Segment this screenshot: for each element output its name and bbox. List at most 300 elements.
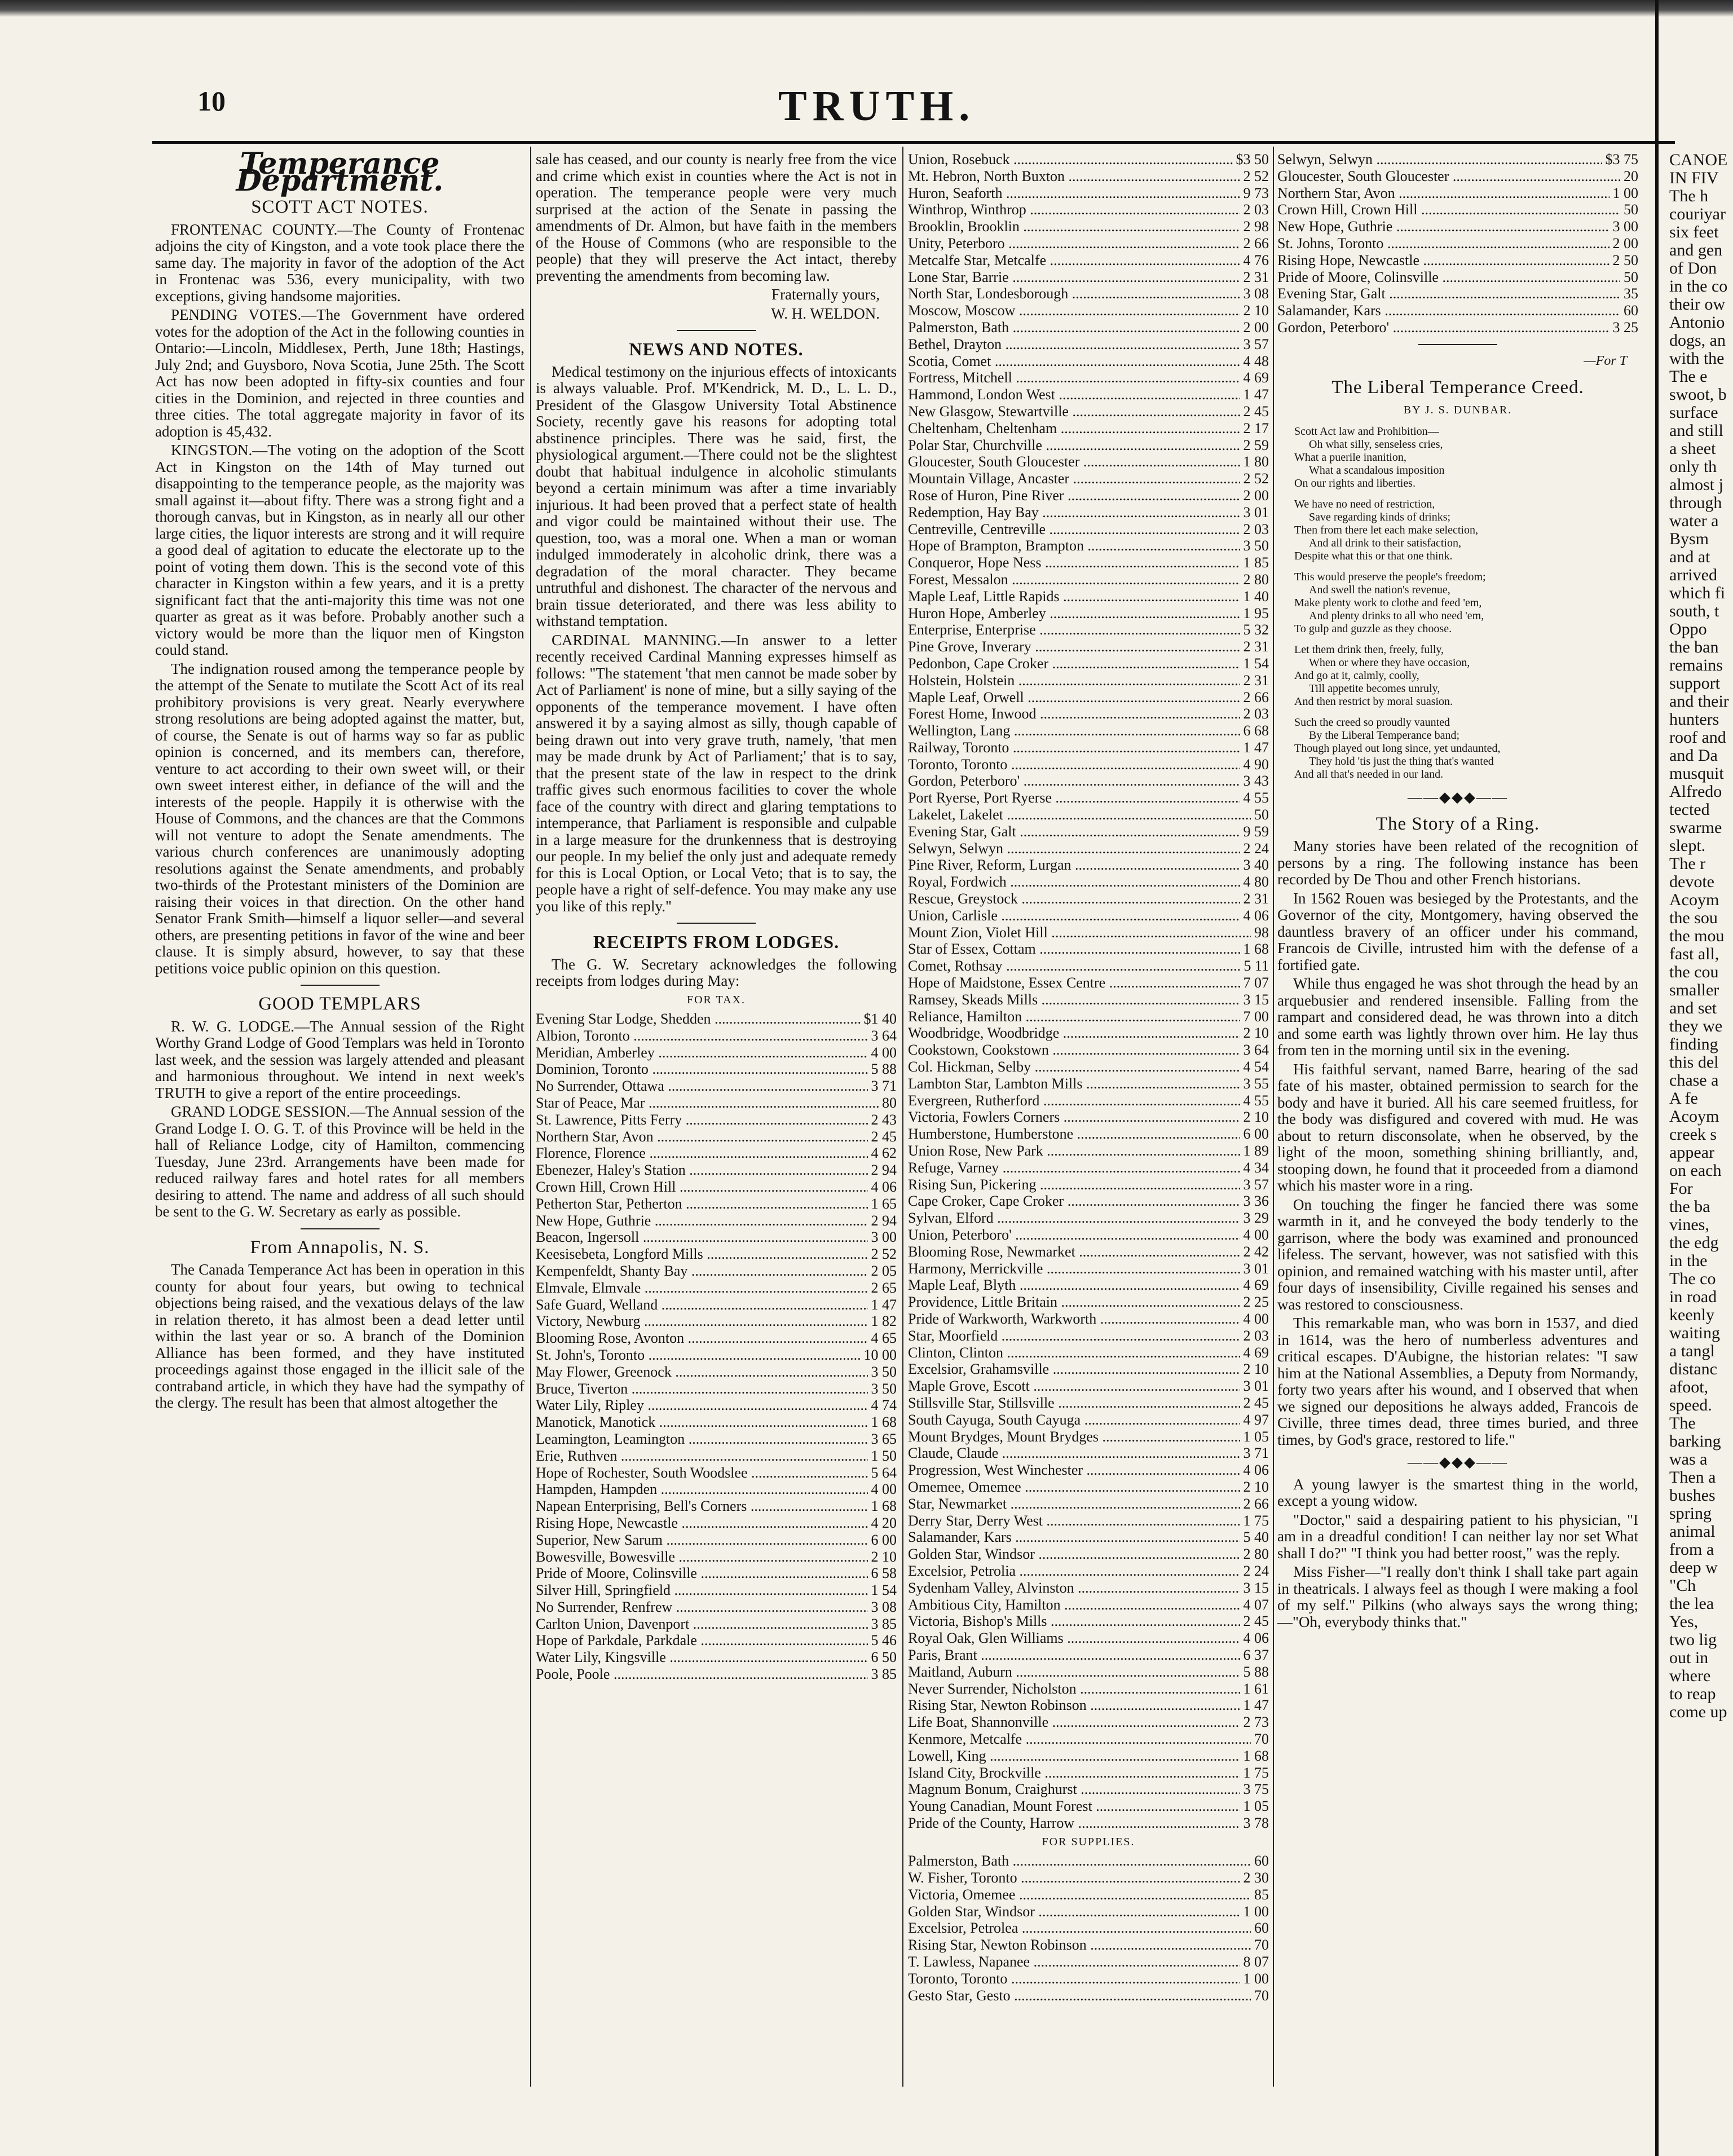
receipt-amount: 1 47 <box>871 1296 897 1313</box>
receipt-amount: 3 65 <box>871 1430 897 1447</box>
receipt-amount: 1 00 <box>1612 184 1638 201</box>
section-title-receipts: RECEIPTS FROM LODGES. <box>593 932 840 952</box>
lodge-name: Humberstone, Humberstone ..... <box>908 1126 1240 1143</box>
lodge-name: Union, Peterboro' ..... <box>908 1227 1240 1244</box>
lodge-name: New Hope, Guthrie ..... <box>1277 218 1609 235</box>
receipt-amount: 3 55 <box>1243 1075 1269 1092</box>
receipt-amount: 1 61 <box>1243 1680 1269 1697</box>
lodge-name: Clinton, Clinton ..... <box>908 1344 1240 1361</box>
receipt-row <box>536 1280 897 1297</box>
poem-line: And all that's needed in our land. <box>1294 768 1444 781</box>
lodge-name: Evening Star, Galt ..... <box>1277 285 1620 302</box>
lodge-name: Golden Star, Windsor ..... <box>908 1546 1240 1563</box>
receipt-row <box>908 941 1269 958</box>
text-fragment: tected <box>1669 800 1710 819</box>
text-fragment: couriyar <box>1669 205 1726 223</box>
text-fragment: almost j <box>1669 475 1723 494</box>
receipt-row <box>908 756 1269 773</box>
lodge-name: Water Lily, Kingsville ..... <box>536 1649 868 1666</box>
receipt-amount: 1 80 <box>1243 453 1269 470</box>
receipt-row <box>536 1397 897 1414</box>
receipt-amount: 85 <box>1254 1886 1269 1903</box>
receipt-row <box>536 1028 897 1044</box>
receipt-amount: 35 <box>1624 285 1638 302</box>
receipt-row <box>908 1580 1269 1597</box>
receipt-amount: 2 31 <box>1243 638 1269 655</box>
receipt-row <box>536 1044 897 1061</box>
receipt-row <box>1277 302 1638 319</box>
receipt-amount: 2 45 <box>1243 1394 1269 1411</box>
lodge-name: Lone Star, Barrie ..... <box>908 269 1240 286</box>
receipt-amount: 50 <box>1624 268 1638 285</box>
poem-line: Let them drink then, freely, fully, <box>1294 643 1444 656</box>
receipt-amount: 1 89 <box>1243 1143 1269 1159</box>
receipt-row <box>908 857 1269 874</box>
receipt-amount: 1 05 <box>1243 1428 1269 1445</box>
receipt-row <box>908 1210 1269 1227</box>
text-fragment: arrived <box>1669 566 1717 584</box>
receipt-row <box>1277 319 1638 336</box>
receipt-row <box>536 1061 897 1078</box>
text-fragment: A fe <box>1669 1089 1698 1108</box>
lodge-name: Star, Moorfield ..... <box>908 1328 1240 1344</box>
lodge-name: Lambton Star, Lambton Mills ..... <box>908 1075 1240 1092</box>
supplies-list <box>908 1853 1269 2004</box>
page-number: 10 <box>197 85 226 117</box>
lodge-name: Cape Croker, Cape Croker ..... <box>908 1193 1240 1210</box>
text-fragment: this del <box>1669 1053 1719 1072</box>
lodge-name: Cheltenham, Cheltenham ..... <box>908 420 1240 437</box>
receipt-row <box>536 1213 897 1229</box>
lodge-name: New Glasgow, Stewartville ..... <box>908 403 1240 420</box>
receipt-row <box>908 269 1269 286</box>
lodge-name: Maple Grove, Escott ..... <box>908 1378 1240 1395</box>
lodge-name: No Surrender, Ottawa ..... <box>536 1078 868 1095</box>
receipt-amount: 5 11 <box>1243 958 1269 975</box>
receipt-amount: 2 10 <box>1243 1109 1269 1126</box>
poem-line: Make plenty work to clothe and feed 'em, <box>1294 597 1482 610</box>
article-paragraph: The indignation roused among the temperance people by the attempt of the Senate to mutilate the Scott Act of its real prohibitory provisions is very great. Nearly everywhere strong resolutions are being adopted against the matter, but, of course, the Senate is out of harms way so far as public opinion is concerned, and its members can, therefore, venture to act according to their own sweet will, or their own sweet interest either, in defiance of the will and the interests of the people. Happily it is otherwise with the House of Commons, and the chances are that the Commons will not venture to adopt the Senate amendments. The various church conferences are unanimously adopting resolutions against the Senate amendments, and probably two-thirds of the Protestant ministers of the Dominion are raising their voices in that direction. On the other hand Senator Frank Smith—himself a liquor seller—and several others, are presenting petitions in favor of the wine and beer clause. It is simply absurd, however, to say that these petitions voice public opinion on this question. <box>155 660 524 977</box>
receipt-row <box>908 1159 1269 1176</box>
column-divider <box>530 147 531 2087</box>
receipt-amount: 1 68 <box>871 1414 897 1431</box>
receipt-row <box>908 1109 1269 1126</box>
receipt-amount: 3 85 <box>871 1615 897 1632</box>
text-fragment: "Ch <box>1669 1576 1696 1595</box>
lodge-name: Selwyn, Selwyn ..... <box>908 840 1240 857</box>
text-fragment: two lig <box>1669 1630 1717 1649</box>
receipt-amount: 4 06 <box>1243 1462 1269 1479</box>
section-title-good-templars: GOOD TEMPLARS <box>258 994 421 1014</box>
lodge-name: Rising Sun, Pickering ..... <box>908 1176 1240 1193</box>
receipt-amount: 3 71 <box>871 1078 897 1095</box>
receipt-amount: 3 50 <box>1243 537 1269 554</box>
lodge-name: Rising Star, Newton Robinson ..... <box>908 1937 1251 1954</box>
receipt-row <box>536 1313 897 1330</box>
poem-stanza <box>1277 425 1638 490</box>
receipt-row <box>536 1128 897 1145</box>
lodge-name: Erie, Ruthven ..... <box>536 1448 868 1465</box>
receipt-row <box>908 689 1269 706</box>
text-fragment: the ban <box>1669 638 1719 656</box>
lodge-name: Poole, Poole ..... <box>536 1666 868 1683</box>
receipt-row <box>908 1025 1269 1042</box>
receipt-amount: 4 48 <box>1243 352 1269 369</box>
receipt-row <box>908 1647 1269 1664</box>
receipt-amount: 60 <box>1254 1920 1269 1937</box>
receipt-row <box>908 1412 1269 1428</box>
receipt-amount: 2 66 <box>1243 1495 1269 1512</box>
lodge-name: Evening Star Lodge, Shedden ..... <box>536 1011 861 1028</box>
column-divider <box>1273 147 1274 2087</box>
receipt-amount: 70 <box>1254 1730 1269 1747</box>
receipt-row <box>1277 235 1638 252</box>
text-fragment: and set <box>1669 999 1717 1017</box>
section-title-creed: The Liberal Temperance Creed. <box>1331 377 1584 398</box>
lodge-name: Keesisebeta, Longford Mills ..... <box>536 1246 868 1263</box>
text-fragment: For <box>1669 1179 1693 1198</box>
article-paragraph: PENDING VOTES.—The Government have ordered votes for the adoption of the Act in the following counties in Ontario:—Lincoln, Middlesex, Perth, June 18th; Hastings, July 2nd; and Guysboro, Nova Scotia, June 25th. The Scott Act has now been adopted in fifty-six counties and four cities in the Dominion, and rejected in three counties and three cities. The total aggregate majority in favor of its adoption is 45,432. <box>155 306 524 440</box>
receipt-row <box>536 1666 897 1683</box>
lodge-name: Maple Leaf, Blyth ..... <box>908 1277 1240 1294</box>
receipt-amount: 4 00 <box>1243 1227 1269 1243</box>
receipt-amount: 2 66 <box>1243 235 1269 252</box>
receipt-row <box>1277 201 1638 218</box>
lodge-name: Albion, Toronto ..... <box>536 1028 868 1044</box>
lodge-name: Selwyn, Selwyn ..... <box>1277 151 1602 168</box>
receipt-amount: 4 55 <box>1243 790 1269 806</box>
receipt-amount: 60 <box>1254 1853 1269 1870</box>
scott-act-article <box>155 222 524 977</box>
column-partial-right <box>1669 151 1733 2086</box>
receipt-amount: 2 24 <box>1243 1562 1269 1579</box>
lodge-name: Superior, New Sarum ..... <box>536 1532 868 1549</box>
lodge-name: Northern Star, Avon ..... <box>536 1128 868 1145</box>
receipt-row <box>536 1532 897 1549</box>
lodge-name: Fortress, Mitchell ..... <box>908 369 1240 386</box>
receipt-amount: 1 00 <box>1243 1903 1269 1920</box>
receipt-amount: 4 34 <box>1243 1159 1269 1176</box>
lodge-name: Royal, Fordwich ..... <box>908 874 1240 890</box>
lodge-name: Maple Leaf, Little Rapids ..... <box>908 588 1240 605</box>
text-fragment: swoot, b <box>1669 385 1727 404</box>
lodge-name: T. Lawless, Napanee ..... <box>908 1954 1240 1970</box>
lodge-name: Carlton Union, Davenport ..... <box>536 1616 868 1633</box>
receipt-amount: 2 10 <box>871 1548 897 1565</box>
receipt-amount: 4 07 <box>1243 1596 1269 1613</box>
poem-line: Oh what silly, senseless cries, <box>1309 438 1443 451</box>
text-fragment: afoot, <box>1669 1378 1709 1396</box>
text-fragment: keenly <box>1669 1306 1714 1324</box>
receipt-amount: 4 76 <box>1243 252 1269 268</box>
receipt-row <box>908 1126 1269 1143</box>
receipt-row <box>908 1987 1269 2004</box>
column-news <box>536 151 897 2086</box>
receipt-row <box>908 1731 1269 1748</box>
lodge-name: Leamington, Leamington ..... <box>536 1431 868 1448</box>
receipt-amount: 4 54 <box>1243 1059 1269 1075</box>
receipt-row <box>536 1246 897 1263</box>
text-fragment: in the co <box>1669 277 1728 296</box>
receipt-amount: 3 15 <box>1243 1579 1269 1596</box>
lodge-name: Scotia, Comet ..... <box>908 353 1240 370</box>
lodge-name: Col. Hickman, Selby ..... <box>908 1059 1240 1075</box>
lodge-name: Enterprise, Enterprise ..... <box>908 621 1240 638</box>
receipt-row <box>908 1613 1269 1630</box>
text-fragment: vines, <box>1669 1215 1709 1234</box>
receipt-row <box>536 1145 897 1162</box>
receipt-amount: 4 20 <box>871 1514 897 1531</box>
receipt-row <box>536 1582 897 1599</box>
lodge-name: Victoria, Fowlers Corners ..... <box>908 1109 1240 1126</box>
text-fragment: dogs, an <box>1669 331 1726 350</box>
receipt-row <box>536 1297 897 1313</box>
text-fragment: Acoym <box>1669 1107 1719 1126</box>
receipt-amount: 1 85 <box>1243 554 1269 571</box>
lodge-name: New Hope, Guthrie ..... <box>536 1213 868 1229</box>
receipt-row <box>908 1903 1269 1920</box>
text-fragment: which fi <box>1669 584 1726 602</box>
lodge-name: Reliance, Hamilton ..... <box>908 1008 1240 1025</box>
poem-line: And all drink to their satisfaction, <box>1309 537 1461 550</box>
receipt-amount: 4 62 <box>871 1145 897 1162</box>
receipt-amount: 4 80 <box>1243 874 1269 890</box>
lodge-name: Rose of Huron, Pine River ..... <box>908 487 1240 504</box>
lodge-name: Ambitious City, Hamilton ..... <box>908 1597 1240 1613</box>
receipt-row <box>536 1414 897 1431</box>
text-fragment: six feet <box>1669 223 1719 241</box>
receipt-row <box>908 806 1269 823</box>
receipt-amount: 2 59 <box>1243 437 1269 453</box>
receipt-row <box>908 1378 1269 1395</box>
receipt-amount: 70 <box>1254 1987 1269 2004</box>
text-fragment: where <box>1669 1666 1711 1685</box>
scan-top-edge <box>0 0 1733 17</box>
receipt-amount: 3 50 <box>871 1380 897 1397</box>
receipt-amount: 1 40 <box>1243 588 1269 605</box>
receipt-amount: 3 57 <box>1243 1176 1269 1193</box>
text-fragment: and still <box>1669 421 1723 440</box>
lodge-name: Bowesville, Bowesville ..... <box>536 1549 868 1566</box>
lodge-name: St. John's, Toronto ..... <box>536 1347 861 1364</box>
receipt-amount: 4 74 <box>871 1397 897 1414</box>
lodge-name: Kenmore, Metcalfe ..... <box>908 1731 1251 1748</box>
lodge-name: Derry Star, Derry West ..... <box>908 1513 1240 1529</box>
receipt-amount: 4 00 <box>1243 1310 1269 1327</box>
poem-line: Then from there let each make selection, <box>1294 524 1478 537</box>
receipt-row <box>908 1920 1269 1937</box>
article-paragraph: His faithful servant, named Barre, hearing of the sad fate of his master, obtained permission to search for the body and have it buried. All his care seemed fruitless, for the body was disfigured and covered with mud. He was about to return disconsolate, when he observed, by the light of the moon, something shining brilliantly, and, stooping down, he found that it proceeded from a diamond which his master wore in a ring. <box>1277 1060 1638 1194</box>
lodge-name: Refuge, Varney ..... <box>908 1159 1240 1176</box>
poem-line: On our rights and liberties. <box>1294 477 1415 490</box>
text-fragment: on each <box>1669 1161 1722 1180</box>
receipt-row <box>908 1176 1269 1193</box>
lodge-name: Petherton Star, Petherton ..... <box>536 1196 868 1213</box>
section-rule <box>677 923 756 924</box>
text-fragment: the edg <box>1669 1233 1719 1252</box>
receipt-row <box>536 1364 897 1381</box>
lodge-name: Manotick, Manotick ..... <box>536 1414 868 1431</box>
section-rule <box>677 330 756 331</box>
section-rule <box>301 985 380 986</box>
lodge-name: Claude, Claude ..... <box>908 1445 1240 1462</box>
lodge-name: Cookstown, Cookstown ..... <box>908 1042 1240 1059</box>
lodge-name: Silver Hill, Springfield ..... <box>536 1582 868 1599</box>
receipt-amount: 1 68 <box>1243 941 1269 958</box>
receipt-amount: 4 06 <box>1243 1630 1269 1647</box>
for-t-note: —For T <box>1584 353 1627 368</box>
article-paragraph: Medical testimony on the injurious effects of intoxicants is always valuable. Prof. M'Kendrick, M. D., L. L. D., President of the Glasgow University Total Abstinence Society, recently gave his reasons for adopting total abstinence principles. There was he said, first, the physiological argument.—There could not be the slightest doubt that habitual indulgence in alcoholic stimulants beyond a certain minimum was after a time invariably injurious. It had been proved that a perfect state of health and vigor could be maintained without their use. The question, too, was a moral one. When a man or woman indulged immoderately in alcoholic drink, there was a degradation of the moral character. They became untruthful and dishonest. The character of the nervous and brain tissue deteriorated, and there was less ability to withstand temptation. <box>536 363 897 629</box>
receipt-row <box>1277 285 1638 302</box>
header-rule <box>152 141 1675 144</box>
lodge-name: Royal Oak, Glen Williams ..... <box>908 1630 1240 1647</box>
receipt-row <box>908 1597 1269 1613</box>
text-fragment: Then a <box>1669 1468 1716 1487</box>
lodge-name: Railway, Toronto ..... <box>908 739 1240 756</box>
lodge-name: Napean Enterprising, Bell's Corners ..... <box>536 1498 868 1515</box>
receipt-row <box>908 1748 1269 1765</box>
text-fragment: with the <box>1669 349 1725 368</box>
lodge-name: Toronto, Toronto ..... <box>908 756 1240 773</box>
article-paragraph: While thus engaged he was shot through the head by an arquebusier and rendered insensible. Falling from the rampart and considered dead, he was thrown into a ditch and some earth was lightly thrown over him. He lay thus from ten in the morning until six in the evening. <box>1277 975 1638 1059</box>
receipt-row <box>908 1311 1269 1328</box>
lodge-name: Centreville, Centreville ..... <box>908 521 1240 538</box>
lodge-name: Excelsior, Grahamsville ..... <box>908 1361 1240 1378</box>
receipt-row <box>908 1681 1269 1698</box>
lodge-name: Wellington, Lang ..... <box>908 722 1240 739</box>
receipt-amount: 5 46 <box>871 1632 897 1649</box>
receipt-row <box>908 1294 1269 1311</box>
receipt-row <box>908 588 1269 605</box>
receipt-amount: 3 71 <box>1243 1445 1269 1462</box>
text-fragment: Yes, <box>1669 1612 1699 1631</box>
receipt-amount: 3 78 <box>1243 1814 1269 1831</box>
text-fragment: remains <box>1669 656 1723 674</box>
receipt-row <box>536 1616 897 1633</box>
text-fragment: Antonio <box>1669 313 1725 332</box>
receipt-amount: 1 47 <box>1243 1697 1269 1714</box>
receipt-row <box>908 1143 1269 1159</box>
lodge-name: Forest Home, Inwood ..... <box>908 706 1240 722</box>
receipt-row <box>908 1361 1269 1378</box>
receipt-row <box>908 336 1269 353</box>
lodge-name: Omemee, Omemee ..... <box>908 1479 1240 1496</box>
receipt-amount: 3 50 <box>871 1363 897 1380</box>
poem-line: Till appetite becomes unruly, <box>1309 682 1440 695</box>
lodge-name: No Surrender, Renfrew ..... <box>536 1599 868 1616</box>
receipt-amount: 1 75 <box>1243 1512 1269 1529</box>
lodge-name: Metcalfe Star, Metcalfe ..... <box>908 252 1240 269</box>
lodge-name: Elmvale, Elmvale ..... <box>536 1280 868 1297</box>
poem-line: By the Liberal Temperance band; <box>1309 729 1460 742</box>
text-fragment: the sou <box>1669 909 1718 927</box>
receipt-row <box>908 1937 1269 1954</box>
receipt-amount: 9 73 <box>1243 184 1269 201</box>
poem-line: And plenty drinks to all who need 'em, <box>1309 610 1484 623</box>
receipt-row <box>908 537 1269 554</box>
receipt-amount: 1 50 <box>871 1447 897 1464</box>
for-tax-heading: FOR TAX. <box>686 993 746 1006</box>
lodge-name: Hammond, London West ..... <box>908 386 1240 403</box>
receipt-row <box>536 1481 897 1498</box>
text-fragment: appear <box>1669 1143 1714 1162</box>
receipt-amount: 1 75 <box>1243 1764 1269 1781</box>
lodge-name: Island City, Brockville ..... <box>908 1765 1240 1782</box>
receipt-amount: 5 88 <box>871 1061 897 1078</box>
receipt-row <box>536 1095 897 1112</box>
lodge-name: Evening Star, Galt ..... <box>908 823 1240 840</box>
receipt-amount: $3 75 <box>1605 151 1638 167</box>
lodge-name: South Cayuga, South Cayuga ..... <box>908 1412 1240 1428</box>
receipt-row <box>536 1498 897 1515</box>
creed-poem <box>1277 425 1638 781</box>
lodge-name: Mount Zion, Violet Hill ..... <box>908 924 1251 941</box>
lodge-name: Magnum Bonum, Craighurst ..... <box>908 1781 1240 1798</box>
receipt-amount: 70 <box>1254 1937 1269 1954</box>
text-fragment: chase a <box>1669 1071 1719 1090</box>
text-fragment: south, t <box>1669 602 1719 620</box>
receipt-row <box>536 1381 897 1397</box>
poem-line: And swell the nation's revenue, <box>1309 584 1450 597</box>
text-fragment: they we <box>1669 1017 1723 1035</box>
receipt-amount: 3 01 <box>1243 504 1269 521</box>
miscellany-article <box>1277 1476 1638 1631</box>
receipts-intro: The G. W. Secretary acknowledges the following receipts from lodges during May: <box>536 955 897 989</box>
poem-line: And go at it, calmly, coolly, <box>1294 669 1419 682</box>
poem-stanza <box>1277 716 1638 781</box>
lodge-name: Gloucester, South Gloucester ..... <box>908 453 1240 470</box>
receipt-row <box>908 975 1269 991</box>
receipt-row <box>536 1162 897 1179</box>
text-fragment: the lea <box>1669 1594 1714 1613</box>
receipt-row <box>908 1042 1269 1059</box>
receipt-row <box>908 1697 1269 1714</box>
receipt-row <box>908 386 1269 403</box>
poem-line: Such the creed so proudly vaunted <box>1294 716 1450 729</box>
lodge-name: Progression, West Winchester ..... <box>908 1462 1240 1479</box>
receipt-row <box>908 1092 1269 1109</box>
receipt-amount: 2 00 <box>1243 487 1269 504</box>
receipt-row <box>536 1565 897 1582</box>
text-fragment: devote <box>1669 872 1714 891</box>
text-fragment: their ow <box>1669 295 1726 314</box>
receipt-row <box>908 1546 1269 1563</box>
lodge-name: Rescue, Greystock ..... <box>908 890 1240 907</box>
receipt-row <box>908 739 1269 756</box>
text-fragment: and Da <box>1669 746 1718 765</box>
text-fragment: hunters <box>1669 710 1719 729</box>
lodge-name: Victoria, Bishop's Mills ..... <box>908 1613 1240 1630</box>
receipt-row <box>908 1395 1269 1412</box>
receipt-amount: 3 57 <box>1243 336 1269 352</box>
lodge-name: W. Fisher, Toronto ..... <box>908 1870 1240 1886</box>
section-rule <box>301 1228 380 1229</box>
poem-line: We have no need of restriction, <box>1294 498 1435 511</box>
receipt-row <box>908 235 1269 252</box>
lodge-name: Victoria, Omemee ..... <box>908 1886 1251 1903</box>
receipt-amount: 2 10 <box>1243 1361 1269 1378</box>
receipt-amount: 3 15 <box>1243 991 1269 1008</box>
lodge-name: Maitland, Auburn ..... <box>908 1664 1240 1681</box>
signature-closing: Fraternally yours, <box>771 286 880 303</box>
receipt-amount: 3 08 <box>871 1598 897 1615</box>
receipt-row <box>908 319 1269 336</box>
receipt-amount: 3 85 <box>871 1666 897 1683</box>
receipt-amount: 2 05 <box>871 1262 897 1279</box>
text-fragment: creek s <box>1669 1125 1717 1144</box>
receipt-row <box>908 1193 1269 1210</box>
receipt-row <box>908 890 1269 907</box>
